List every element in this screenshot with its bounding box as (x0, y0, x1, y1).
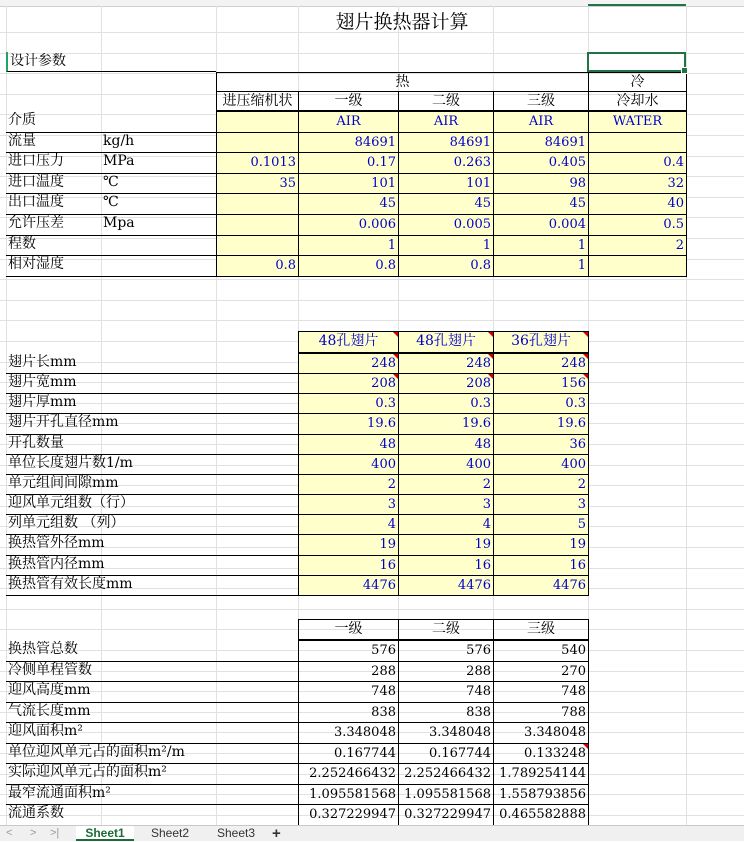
calc-row-label[interactable]: 换热管总数 (6, 640, 299, 662)
design-row-unit[interactable] (101, 255, 217, 277)
design-value-cell[interactable]: 45 (493, 193, 589, 215)
calc-row-label[interactable]: 实际迎风单元占的面积m² (6, 763, 299, 785)
design-value-cell[interactable]: 101 (398, 173, 494, 194)
fin-param-label[interactable]: 单元组间间隙mm (6, 474, 299, 495)
design-row-unit[interactable]: ℃ (101, 173, 217, 194)
calc-value-cell[interactable]: 1.558793856 (493, 784, 589, 805)
fin-value-cell[interactable]: 3 (298, 494, 399, 515)
fin-value-cell[interactable]: 48 (398, 434, 494, 455)
design-value-cell[interactable]: 1 (493, 255, 589, 277)
fin-type-header[interactable]: 36孔翅片 (493, 331, 589, 353)
design-value-cell[interactable]: 45 (398, 193, 494, 215)
fin-value-cell[interactable]: 19.6 (398, 413, 494, 435)
calc-row-label[interactable]: 气流长度mm (6, 702, 299, 723)
fin-value-cell[interactable]: 3 (398, 494, 494, 515)
fin-value-cell[interactable]: 0.3 (298, 393, 399, 414)
design-value-cell[interactable]: 84691 (398, 132, 494, 153)
fin-param-label[interactable]: 迎风单元组数（行） (6, 494, 299, 515)
fin-value-cell[interactable]: 16 (398, 555, 494, 576)
fin-value-cell[interactable]: 2 (298, 474, 399, 495)
calc-row-label[interactable]: 迎风高度mm (6, 681, 299, 703)
design-value-cell[interactable]: 0.8 (216, 255, 299, 277)
fin-value-cell[interactable]: 19 (298, 534, 399, 556)
fin-param-label[interactable]: 翅片开孔直径mm (6, 413, 299, 435)
tab-sheet2[interactable]: Sheet2 (150, 826, 190, 840)
fin-value-cell[interactable]: 19 (398, 534, 494, 556)
design-row-label[interactable]: 进口压力 (6, 152, 102, 174)
fin-value-cell[interactable]: 248 (493, 353, 589, 374)
design-value-cell[interactable]: AIR (398, 111, 494, 133)
fin-value-cell[interactable]: 156 (493, 373, 589, 394)
fin-value-cell[interactable]: 4476 (298, 575, 399, 596)
active-cell-selection[interactable] (587, 52, 686, 72)
calc-value-cell[interactable]: 540 (493, 640, 589, 662)
design-value-cell[interactable] (216, 193, 299, 215)
calc-col-header[interactable]: 三级 (493, 619, 589, 640)
fin-value-cell[interactable]: 36 (493, 434, 589, 455)
design-value-cell[interactable]: 84691 (298, 132, 399, 153)
design-row-unit[interactable]: MPa (101, 152, 217, 174)
design-value-cell[interactable]: 0.8 (298, 255, 399, 277)
fin-value-cell[interactable]: 248 (398, 353, 494, 374)
calc-value-cell[interactable]: 1.789254144 (493, 763, 589, 785)
fin-value-cell[interactable]: 2 (398, 474, 494, 495)
design-value-cell[interactable]: 1 (398, 235, 494, 256)
last-sheet-nav-icon[interactable]: >| (50, 827, 60, 839)
calc-value-cell[interactable]: 3.348048 (398, 722, 494, 744)
design-value-cell[interactable]: 45 (298, 193, 399, 215)
fin-value-cell[interactable]: 4 (298, 514, 399, 535)
calc-row-label[interactable]: 最窄流通面积m² (6, 784, 299, 805)
fin-param-label[interactable]: 翅片长mm (6, 353, 299, 374)
fin-param-label[interactable]: 换热管外径mm (6, 534, 299, 556)
fin-type-header[interactable]: 48孔翅片 (398, 331, 494, 353)
design-row-unit[interactable]: ℃ (101, 193, 217, 215)
calc-value-cell[interactable]: 2.252466432 (298, 763, 399, 785)
design-value-cell[interactable] (216, 132, 299, 153)
fin-value-cell[interactable]: 248 (298, 353, 399, 374)
calc-value-cell[interactable]: 838 (398, 702, 494, 723)
fin-value-cell[interactable]: 2 (493, 474, 589, 495)
calc-value-cell[interactable]: 1.095581568 (398, 784, 494, 805)
design-value-cell[interactable]: 1 (298, 235, 399, 256)
fin-param-label[interactable]: 换热管内径mm (6, 555, 299, 576)
design-col-header[interactable]: 进压缩机状 (216, 91, 299, 111)
fin-value-cell[interactable]: 4476 (493, 575, 589, 596)
design-value-cell[interactable]: 32 (588, 173, 687, 194)
design-value-cell[interactable] (216, 235, 299, 256)
design-value-cell[interactable]: 98 (493, 173, 589, 194)
fin-param-label[interactable]: 开孔数量 (6, 434, 299, 455)
calc-value-cell[interactable]: 288 (298, 661, 399, 682)
design-value-cell[interactable]: 0.1013 (216, 152, 299, 174)
design-value-cell[interactable]: AIR (493, 111, 589, 133)
fin-value-cell[interactable]: 5 (493, 514, 589, 535)
fin-value-cell[interactable]: 400 (398, 454, 494, 475)
calc-row-label[interactable]: 流通系数 (6, 804, 299, 825)
calc-value-cell[interactable]: 748 (493, 681, 589, 703)
design-value-cell[interactable] (588, 255, 687, 277)
design-value-cell[interactable]: 35 (216, 173, 299, 194)
calc-value-cell[interactable]: 576 (298, 640, 399, 662)
design-value-cell[interactable]: 0.5 (588, 214, 687, 236)
fin-value-cell[interactable]: 48 (298, 434, 399, 455)
design-value-cell[interactable]: 0.17 (298, 152, 399, 174)
design-value-cell[interactable]: 1 (493, 235, 589, 256)
design-col-header[interactable]: 一级 (298, 91, 399, 111)
design-value-cell[interactable]: 2 (588, 235, 687, 256)
hot-group-header[interactable]: 热 (216, 72, 589, 92)
fin-value-cell[interactable]: 400 (298, 454, 399, 475)
fin-value-cell[interactable]: 4 (398, 514, 494, 535)
design-value-cell[interactable] (588, 132, 687, 153)
sheet-title[interactable]: 翅片换热器计算 (335, 11, 469, 33)
calc-value-cell[interactable]: 576 (398, 640, 494, 662)
fin-value-cell[interactable]: 208 (398, 373, 494, 394)
design-row-label[interactable]: 允许压差 (6, 214, 102, 236)
design-value-cell[interactable] (216, 111, 299, 133)
calc-value-cell[interactable]: 788 (493, 702, 589, 723)
first-sheet-nav-icon[interactable]: < (6, 827, 13, 839)
design-col-header[interactable]: 三级 (493, 91, 589, 111)
fin-param-label[interactable]: 单位长度翅片数1/m (6, 454, 299, 475)
calc-value-cell[interactable]: 0.465582888 (493, 804, 589, 825)
calc-row-label[interactable]: 冷侧单程管数 (6, 661, 299, 682)
fin-param-label[interactable]: 换热管有效长度mm (6, 575, 299, 596)
fin-value-cell[interactable]: 3 (493, 494, 589, 515)
next-sheet-nav-icon[interactable]: > (30, 827, 37, 839)
calc-value-cell[interactable]: 2.252466432 (398, 763, 494, 785)
design-col-header[interactable]: 冷却水 (588, 91, 687, 111)
tab-sheet1[interactable]: Sheet1 (76, 826, 134, 841)
design-col-header[interactable]: 二级 (398, 91, 494, 111)
fin-value-cell[interactable]: 0.3 (398, 393, 494, 414)
design-row-unit[interactable]: Mpa (101, 214, 217, 236)
sheet-tab-bar (0, 825, 744, 841)
design-row-label[interactable]: 出口温度 (6, 193, 102, 215)
fin-value-cell[interactable]: 4476 (398, 575, 494, 596)
design-row-label[interactable]: 程数 (6, 235, 102, 256)
fin-value-cell[interactable]: 208 (298, 373, 399, 394)
design-value-cell[interactable]: 0.263 (398, 152, 494, 174)
design-value-cell[interactable]: 0.4 (588, 152, 687, 174)
design-value-cell[interactable]: 0.006 (298, 214, 399, 236)
design-params-label[interactable]: 设计参数 (6, 52, 216, 72)
fin-param-label[interactable]: 翅片厚mm (6, 393, 299, 414)
calc-value-cell[interactable]: 0.327229947 (298, 804, 399, 825)
fin-value-cell[interactable]: 19.6 (493, 413, 589, 435)
design-value-cell[interactable]: 101 (298, 173, 399, 194)
design-value-cell[interactable]: AIR (298, 111, 399, 133)
design-value-cell[interactable]: WATER (588, 111, 687, 133)
calc-value-cell[interactable]: 288 (398, 661, 494, 682)
add-sheet-button[interactable]: + (272, 825, 281, 842)
calc-value-cell[interactable]: 3.348048 (298, 722, 399, 744)
fin-value-cell[interactable]: 19.6 (298, 413, 399, 435)
calc-value-cell[interactable]: 0.167744 (398, 743, 494, 764)
cold-group-header[interactable]: 冷 (588, 72, 687, 92)
calc-value-cell[interactable]: 1.095581568 (298, 784, 399, 805)
calc-col-header[interactable]: 一级 (298, 619, 399, 640)
design-row-unit[interactable] (101, 235, 217, 256)
calc-value-cell[interactable]: 0.133248 (493, 743, 589, 764)
fin-value-cell[interactable]: 400 (493, 454, 589, 475)
design-value-cell[interactable]: 84691 (493, 132, 589, 153)
design-value-cell[interactable]: 0.8 (398, 255, 494, 277)
calc-value-cell[interactable]: 0.167744 (298, 743, 399, 764)
calc-col-header[interactable]: 二级 (398, 619, 494, 640)
fin-type-header[interactable]: 48孔翅片 (298, 331, 399, 353)
calc-value-cell[interactable]: 270 (493, 661, 589, 682)
fin-param-label[interactable]: 翅片宽mm (6, 373, 299, 394)
tab-sheet3[interactable]: Sheet3 (216, 826, 256, 840)
fin-value-cell[interactable]: 0.3 (493, 393, 589, 414)
design-value-cell[interactable] (216, 214, 299, 236)
column-header-selection-marker (588, 4, 686, 6)
calc-value-cell[interactable]: 838 (298, 702, 399, 723)
design-value-cell[interactable]: 0.005 (398, 214, 494, 236)
fin-param-label[interactable]: 列单元组数 （列） (6, 514, 299, 535)
design-row-unit[interactable]: kg/h (101, 132, 217, 153)
calc-value-cell[interactable]: 3.348048 (493, 722, 589, 744)
calc-value-cell[interactable]: 748 (398, 681, 494, 703)
design-value-cell[interactable]: 0.004 (493, 214, 589, 236)
fin-value-cell[interactable]: 19 (493, 534, 589, 556)
calc-row-label[interactable]: 单位迎风单元占的面积m²/m (6, 743, 299, 764)
design-value-cell[interactable]: 0.405 (493, 152, 589, 174)
design-row-label[interactable]: 相对湿度 (6, 255, 102, 277)
calc-value-cell[interactable]: 0.327229947 (398, 804, 494, 825)
design-row-label[interactable]: 流量 (6, 132, 102, 153)
calc-row-label[interactable]: 迎风面积m² (6, 722, 299, 744)
design-row-label[interactable]: 介质 (6, 111, 102, 133)
design-value-cell[interactable]: 40 (588, 193, 687, 215)
fin-value-cell[interactable]: 16 (493, 555, 589, 576)
fin-value-cell[interactable]: 16 (298, 555, 399, 576)
design-row-unit[interactable] (101, 111, 217, 133)
calc-value-cell[interactable]: 748 (298, 681, 399, 703)
design-row-label[interactable]: 进口温度 (6, 173, 102, 194)
